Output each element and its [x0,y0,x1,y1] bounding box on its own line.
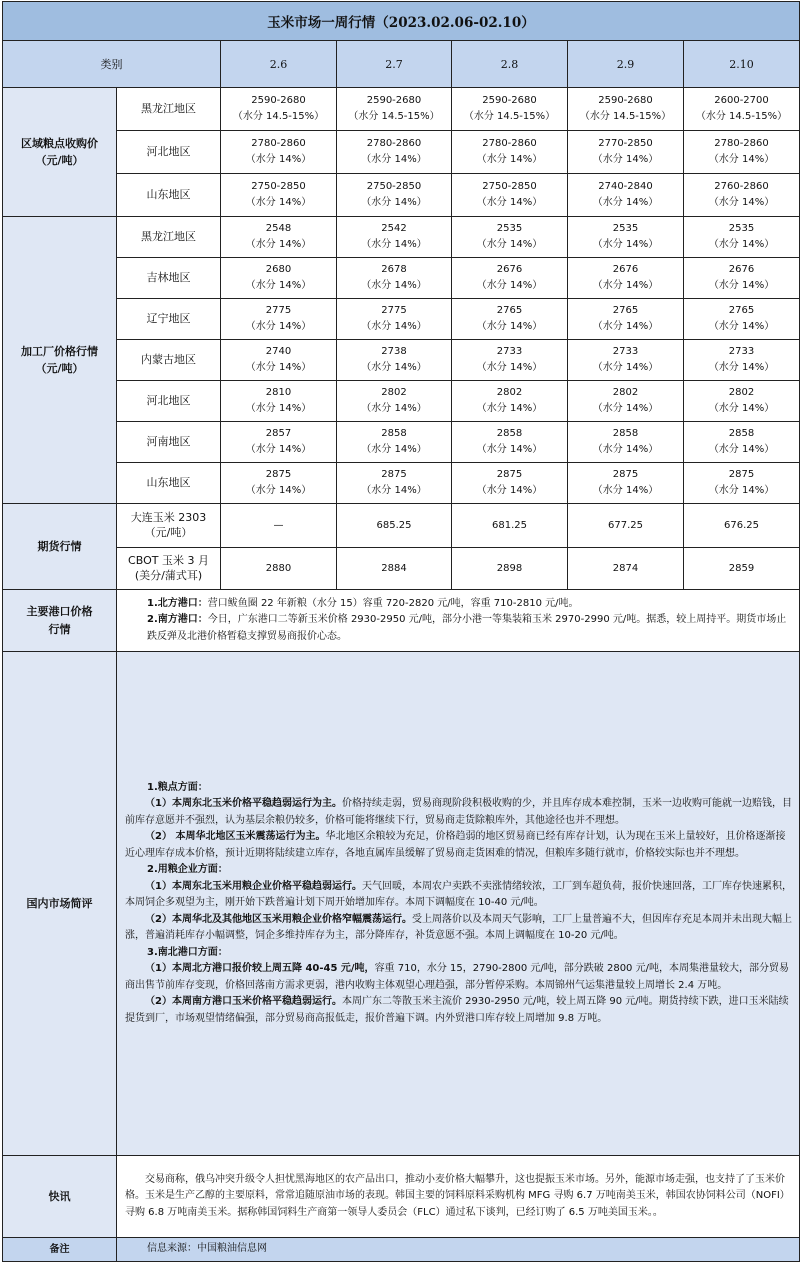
price-cell: 2535 （水分 14%） [568,217,684,258]
region-name: 辽宁地区 [117,299,221,340]
price-cell: 2676 （水分 14%） [684,258,800,299]
price-cell: 2770-2850 （水分 14%） [568,131,684,174]
regional-row [3,174,800,217]
price-cell: 2760-2860 （水分 14%） [684,174,800,217]
page-title: 玉米市场一周行情（2023.02.06-02.10） [3,2,800,41]
futures-value: 2898 [452,548,568,590]
ports-label: 主要港口价格 行情 [3,590,117,652]
price-cell: 2858 （水分 14%） [684,422,800,463]
price-cell: 2733 （水分 14%） [568,340,684,381]
region-name: 黑龙江地区 [117,88,221,131]
price-cell: 2875 （水分 14%） [452,463,568,504]
price-cell: 2765 （水分 14%） [684,299,800,340]
market-row [3,652,800,1156]
price-cell: 2780-2860 （水分 14%） [221,131,337,174]
futures-value: 685.25 [337,504,452,548]
price-cell: 2548 （水分 14%） [221,217,337,258]
regional-row [3,88,800,131]
price-cell: 2676 （水分 14%） [452,258,568,299]
date-header: 2.7 [337,41,452,88]
market-label: 国内市场简评 [3,652,117,1156]
processing-row [3,381,800,422]
futures-contract: 大连玉米 2303 （元/吨） [117,504,221,548]
price-cell: 2733 （水分 14%） [684,340,800,381]
futures-value: 2859 [684,548,800,590]
processing-row [3,299,800,340]
price-cell: 2738 （水分 14%） [337,340,452,381]
ports-text: 1.北方港口：营口鲅鱼圈 22 年新粮（水分 15）容重 720-2820 元/吨，容重 710-2810 元/吨。 2.南方港口：今日，广东港口二等新玉米价格 2930-2950 元/吨，部分小港一等集装箱玉米 2970-2990 元/吨。据悉，较上周持平。期货市场止跌反弹及北港价格暂稳支撑贸易商报价心态。 [117,590,800,652]
price-cell: 2678 （水分 14%） [337,258,452,299]
price-cell: 2740-2840 （水分 14%） [568,174,684,217]
ports-row [3,590,800,652]
price-cell: 2780-2860 （水分 14%） [337,131,452,174]
region-name: 河北地区 [117,381,221,422]
price-cell: 2750-2850 （水分 14%） [452,174,568,217]
price-cell: 2858 （水分 14%） [337,422,452,463]
price-cell: 2680 （水分 14%） [221,258,337,299]
region-name: 内蒙古地区 [117,340,221,381]
futures-value: — [221,504,337,548]
price-cell: 2750-2850 （水分 14%） [337,174,452,217]
futures-label: 期货行情 [3,504,117,590]
price-cell: 2600-2700 （水分 14.5-15%） [684,88,800,131]
price-cell: 2802 （水分 14%） [337,381,452,422]
processing-row [3,217,800,258]
price-cell: 2875 （水分 14%） [568,463,684,504]
price-cell: 2780-2860 （水分 14%） [452,131,568,174]
price-cell: 2750-2850 （水分 14%） [221,174,337,217]
price-cell: 2857 （水分 14%） [221,422,337,463]
futures-row [3,548,800,590]
region-name: 河北地区 [117,131,221,174]
price-cell: 2590-2680 （水分 14.5-15%） [568,88,684,131]
region-name: 黑龙江地区 [117,217,221,258]
date-header: 2.6 [221,41,337,88]
processing-row [3,340,800,381]
price-cell: 2875 （水分 14%） [684,463,800,504]
price-cell: 2590-2680 （水分 14.5-15%） [221,88,337,131]
processing-row [3,422,800,463]
processing-price-label: 加工厂价格行情 （元/吨） [3,217,117,504]
futures-value: 2884 [337,548,452,590]
flash-row [3,1156,800,1238]
date-header: 2.9 [568,41,684,88]
futures-value: 677.25 [568,504,684,548]
region-name: 河南地区 [117,422,221,463]
price-cell: 2875 （水分 14%） [221,463,337,504]
price-cell: 2775 （水分 14%） [221,299,337,340]
price-cell: 2733 （水分 14%） [452,340,568,381]
futures-value: 2880 [221,548,337,590]
price-cell: 2542 （水分 14%） [337,217,452,258]
price-cell: 2775 （水分 14%） [337,299,452,340]
date-header: 2.8 [452,41,568,88]
price-cell: 2802 （水分 14%） [452,381,568,422]
note-text: 信息来源：中国粮油信息网 [117,1238,800,1262]
price-cell: 2765 （水分 14%） [568,299,684,340]
date-header: 2.10 [684,41,800,88]
flash-label: 快讯 [3,1156,117,1238]
regional-price-label: 区域粮点收购价 （元/吨） [3,88,117,217]
price-cell: 2590-2680 （水分 14.5-15%） [452,88,568,131]
futures-value: 2874 [568,548,684,590]
futures-value: 681.25 [452,504,568,548]
region-name: 山东地区 [117,463,221,504]
price-cell: 2810 （水分 14%） [221,381,337,422]
price-cell: 2875 （水分 14%） [337,463,452,504]
category-header: 类别 [3,41,221,88]
region-name: 山东地区 [117,174,221,217]
price-cell: 2765 （水分 14%） [452,299,568,340]
price-cell: 2676 （水分 14%） [568,258,684,299]
note-label: 备注 [3,1238,117,1262]
price-cell: 2740 （水分 14%） [221,340,337,381]
price-cell: 2535 （水分 14%） [452,217,568,258]
futures-value: 676.25 [684,504,800,548]
price-cell: 2858 （水分 14%） [452,422,568,463]
market-commentary: 1.粮点方面： （1）本周东北玉米价格平稳趋弱运行为主。价格持续走弱，贸易商现阶段积极收购的少，并且库存成本难控制，玉米一边收购可能就一边赔钱，目前库存意愿并不强烈，认为基层余粮仍较多，价格可能将继续下行，贸易商走货除粮库外，其他途径也并不理想。 （2） 本周华北地区玉米震荡运行为主。华北地区余粮较为充足，价格趋弱的地区贸易商已经有库存计划，认为现在玉米上量较好，且价格逐渐接近心理库存成本价格，预计近期将陆续建立库存，各地直属库虽缓解了贸易商走货困难的情况，但粮库多随行就市，价格较实际也并不理想。 2.用粮企业方面： （1）本周东北玉米用粮企业价格平稳趋弱运行。天气回暖，本周农户卖跌不卖涨情绪较浓，工厂到车超负荷，报价快速回落，工厂库存快速累积，本周饲企多观望为主，刚开始下跌普遍计划下周开始增加库存。本周下调幅度在 10-40 元/吨。 （2）本周华北及其他地区玉米用粮企业价格窄幅震荡运行。受上周落价以及本周天气影响，工厂上量普遍不大，但因库存充足本周并未出现大幅上涨，普遍消耗库存小幅调整，饲企多维持库存为主，部分降库存，补货意愿不强。本周上调幅度在 10-20 元/吨。 3.南北港口方面： （1）本周北方港口报价较上周五降 40-45 元/吨，容重 710，水分 15，2790-2800 元/吨，部分跌破 2800 元/吨，本周集港量较大，部分贸易商出售节前库存变现，价格回落南方需求更弱，港内收购主体观望心理趋强，部分暂停采购。本周锦州气运集港量较上周增长 2.4 万吨。 （2）本周南方港口玉米价格平稳趋弱运行。本周广东二等散玉米主流价 2930-2950 元/吨，较上周五降 90 元/吨。期货持续下跌，进口玉米陆续提货到厂，市场观望情绪偏强，部分贸易商高报低走，报价普遍下调。内外贸港口库存较上周增加 9.8 万吨。 [117,652,800,1156]
region-name: 吉林地区 [117,258,221,299]
futures-contract: CBOT 玉米 3 月 (美分/蒲式耳) [117,548,221,590]
flash-text: 交易商称，俄乌冲突升级令人担忧黑海地区的农产品出口，推动小麦价格大幅攀升，这也提振玉米市场。另外，能源市场走强，也支持了了玉米价格。玉米是生产乙醇的主要原料，常常追随原油市场的表现。韩国主要的饲料原料采购机构 MFG 寻购 6.7 万吨南美玉米，韩国农协饲料公司（NOFI）寻购 6.8 万吨南美玉米。据称韩国饲料生产商第一领导人委员会（FLC）通过私下谈判，已经订购了 6.5 万吨美国玉米。。 [117,1156,800,1238]
futures-row [3,504,800,548]
note-row [3,1238,800,1262]
price-cell: 2590-2680 （水分 14.5-15%） [337,88,452,131]
price-cell: 2780-2860 （水分 14%） [684,131,800,174]
processing-row [3,463,800,504]
regional-row [3,131,800,174]
price-cell: 2858 （水分 14%） [568,422,684,463]
processing-row [3,258,800,299]
price-cell: 2535 （水分 14%） [684,217,800,258]
price-cell: 2802 （水分 14%） [684,381,800,422]
corn-market-weekly-table [2,1,800,1262]
price-cell: 2802 （水分 14%） [568,381,684,422]
